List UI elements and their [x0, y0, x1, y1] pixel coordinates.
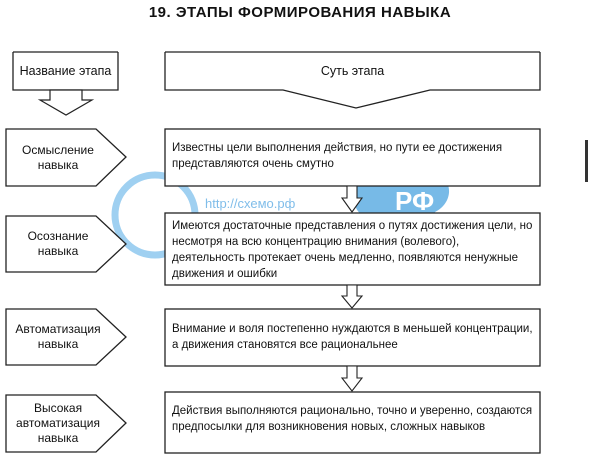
stage-name-2: Осознание навыка: [27, 229, 89, 258]
page-edge-mark: [585, 140, 588, 182]
stage-name-4: Высокая автоматизация навыка: [16, 401, 100, 445]
diagram-title: 19. ЭТАПЫ ФОРМИРОВАНИЯ НАВЫКА: [148, 4, 452, 21]
header-stage-label: Название этапа: [19, 63, 112, 78]
stage-name-3: Автоматизация навыка: [15, 322, 101, 351]
connector-arrow-3: [342, 366, 362, 391]
stage-description-4: Действия выполняются рационально, точно и уверенно, создаются предпосылки для возникновения новых, сложных навыков: [172, 405, 533, 433]
stage-description-1: Известны цели выполнения действия, но пути ее достижения представляются очень смутно: [172, 142, 503, 170]
header-essence-label: Суть этапа: [320, 63, 385, 78]
stage-description-2: Имеются достаточные представления о путях достижения цели, но несмотря на всю концентрацию внимания (волевого), деятельность протекает очень медленно, появляются ненужные движения и ошибки: [172, 220, 533, 280]
watermark-url: http://схемо.рф: [205, 196, 296, 211]
connector-arrow-2: [342, 285, 362, 308]
stage-description-3: Внимание и воля постепенно нуждаются в меньшей концентрации, а движения становятся все рациональнее: [172, 323, 533, 351]
watermark-brand: РФ: [395, 186, 435, 216]
header-left-arrow: [40, 90, 92, 115]
stage-name-1: Осмысление навыка: [22, 142, 94, 172]
